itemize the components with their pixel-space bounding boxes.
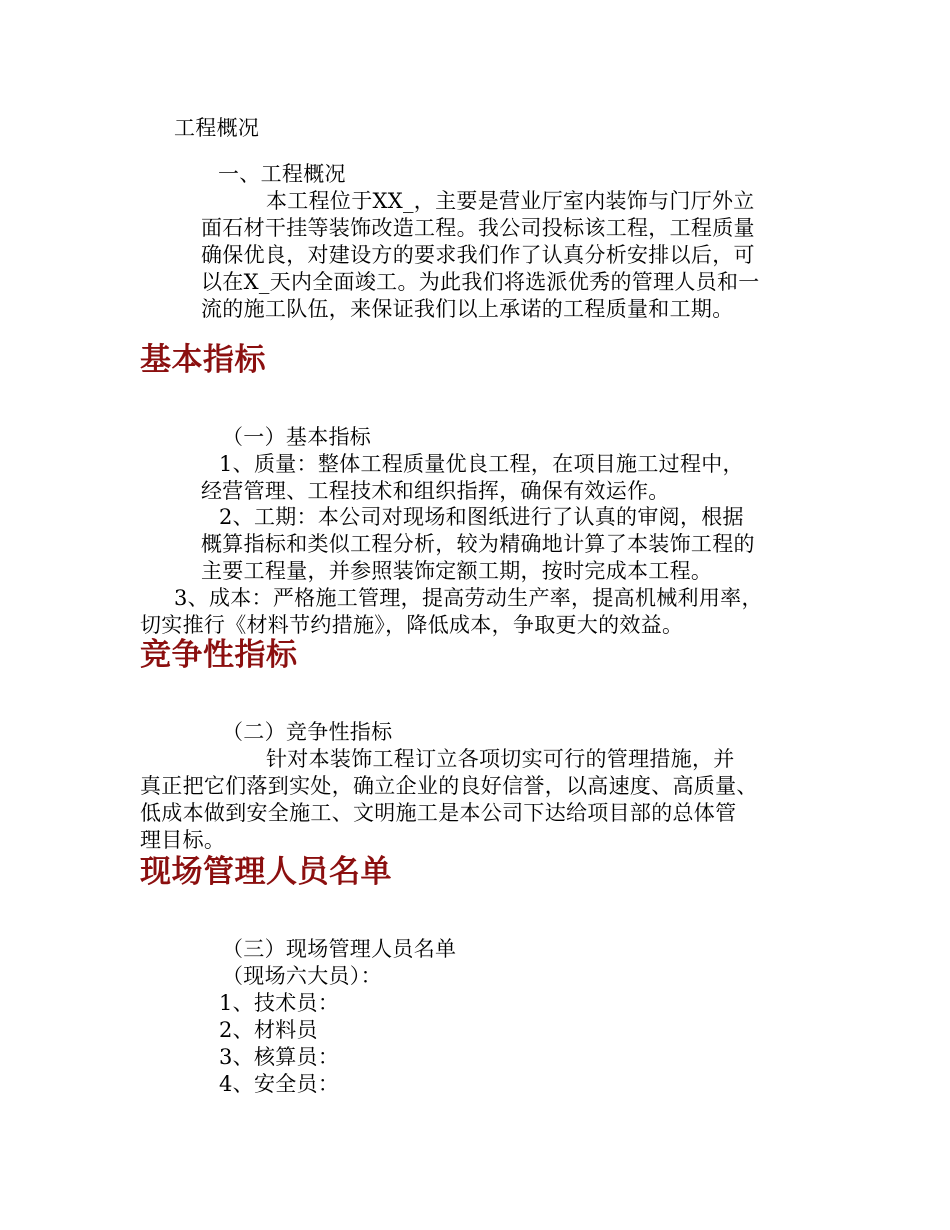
overview-para-line: 以在X_天内全面竣工。为此我们将选派优秀的管理人员和一 (201, 270, 760, 294)
overview-para-line: 确保优良，对建设方的要求我们作了认真分析安排以后，可 (201, 243, 755, 267)
competitive-subheading: （二）竞争性指标 (222, 720, 393, 744)
overview-subheading: 一、工程概况 (218, 162, 346, 186)
staff-item: 1、技术员： (219, 991, 340, 1015)
overview-para-line: 本工程位于XX_，主要是营业厅室内装饰与门厅外立 (266, 189, 755, 213)
competitive-line: 理目标。 (140, 828, 226, 852)
basic-line: 切实推行《材料节约措施》，降低成本，争取更大的效益。 (140, 613, 684, 637)
section-heading-basic: 基本指标 (140, 342, 266, 378)
doc-title: 工程概况 (174, 116, 260, 140)
staff-item: 2、材料员 (219, 1018, 318, 1042)
overview-para-line: 流的施工队伍，来保证我们以上承诺的工程质量和工期。 (201, 297, 734, 321)
section-heading-competitive: 竞争性指标 (140, 637, 298, 673)
staff-subheading: （三）现场管理人员名单 (222, 937, 457, 961)
basic-line: 3、成本：严格施工管理，提高劳动生产率，提高机械利用率， (174, 586, 763, 610)
competitive-line: 真正把它们落到实处，确立企业的良好信誉，以高速度、高质量、 (140, 774, 758, 798)
basic-line: 概算指标和类似工程分析，较为精确地计算了本装饰工程的 (201, 532, 755, 556)
basic-line: 1、质量：整体工程质量优良工程，在项目施工过程中， (219, 452, 744, 476)
staff-note: （现场六大员）： (222, 964, 382, 988)
competitive-line: 针对本装饰工程订立各项切实可行的管理措施，并 (266, 747, 735, 771)
staff-item: 4、安全员： (219, 1072, 340, 1096)
overview-para-line: 面石材干挂等装饰改造工程。我公司投标该工程，工程质量 (201, 216, 755, 240)
competitive-line: 低成本做到安全施工、文明施工是本公司下达给项目部的总体管 (140, 801, 737, 825)
staff-item: 3、核算员： (219, 1045, 340, 1069)
basic-subheading: （一）基本指标 (222, 425, 372, 449)
basic-line: 经营管理、工程技术和组织指挥，确保有效运作。 (201, 479, 670, 503)
basic-line: 主要工程量，并参照装饰定额工期，按时完成本工程。 (201, 559, 713, 583)
section-heading-staff: 现场管理人员名单 (140, 854, 392, 890)
basic-line: 2、工期：本公司对现场和图纸进行了认真的审阅，根据 (219, 505, 744, 529)
